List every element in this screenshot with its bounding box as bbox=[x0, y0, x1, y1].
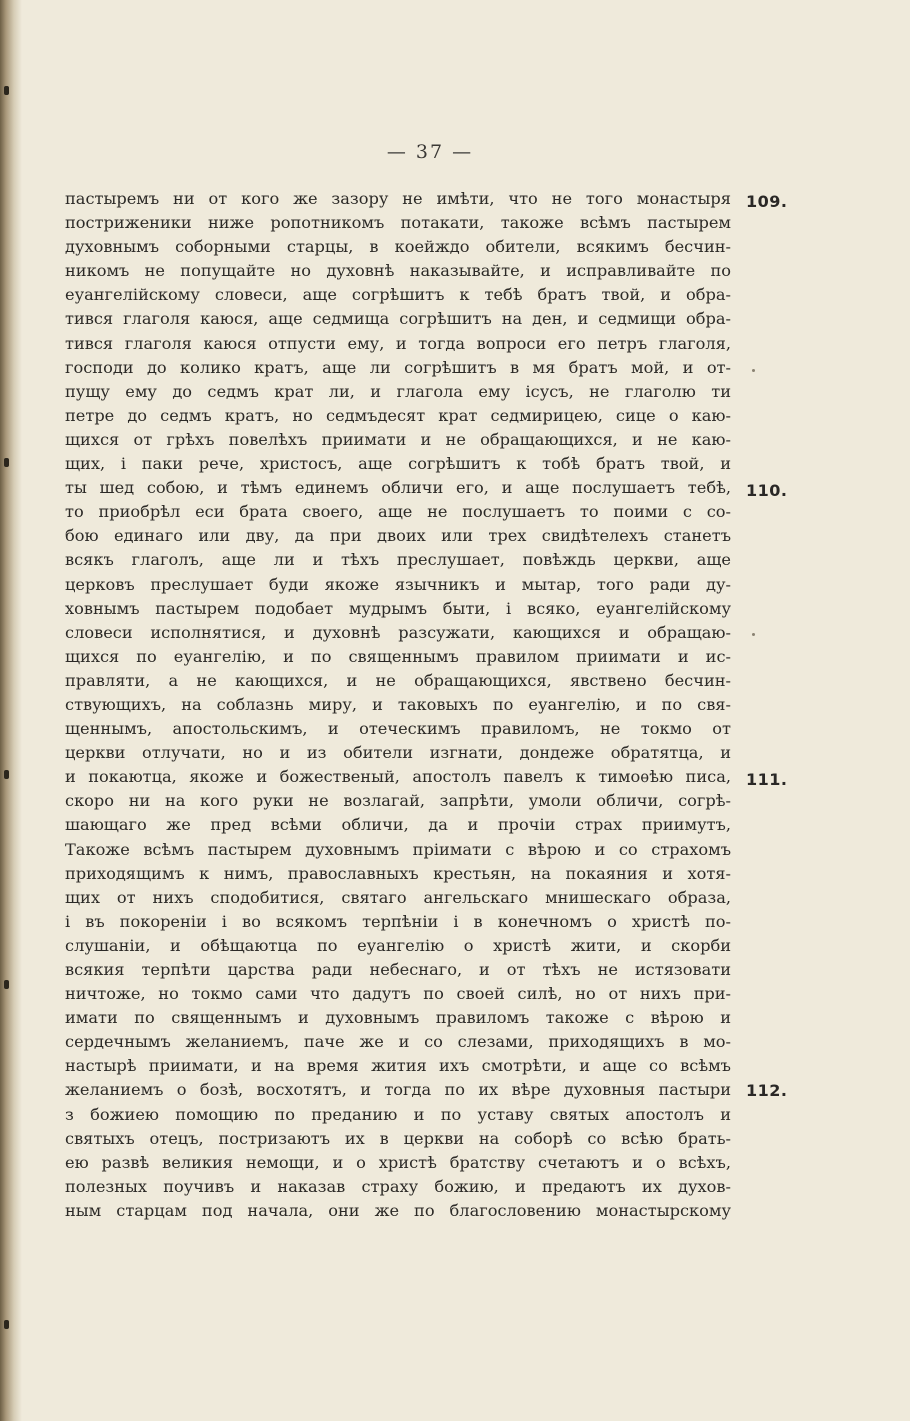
text-line: настырѣ приимати, и на время жития ихъ смотрѣти, и аще со всѣмъ bbox=[65, 1056, 731, 1076]
text-line: еуангелiйскому словеси, аще согрѣшитъ к тебѣ братъ твой, и обра- bbox=[65, 285, 731, 305]
text-line: скоро ни на кого руки не возлагай, запрѣти, умоли обличи, согрѣ- bbox=[65, 791, 731, 811]
paragraph-number-109: 109. bbox=[746, 192, 788, 211]
text-line: слушанiи, и обѣщаютца по еуангелiю о христѣ жити, и скорби bbox=[65, 935, 731, 955]
text-line: ничтоже, но токмо сами что дадутъ по своей силѣ, но от нихъ при- bbox=[65, 984, 731, 1004]
binding-hole-mark bbox=[4, 458, 9, 467]
margin-speck bbox=[752, 369, 755, 372]
text-line: сердечнымъ желаниемъ, паче же и со слезами, приходящихъ в мо- bbox=[65, 1032, 731, 1052]
text-line: з божиею помощию по преданию и по уставу святых апостолъ и bbox=[65, 1104, 731, 1124]
text-line: пущу ему до седмъ крат ли, и глагола ему iсусъ, не глаголю ти bbox=[65, 381, 731, 401]
binding-hole-mark bbox=[4, 770, 9, 779]
text-line: никомъ не попущайте но духовнѣ наказывайте, и исправливайте по bbox=[65, 261, 731, 281]
text-line: словеси исполнятися, и духовнѣ разсужати, кающихся и обращаю- bbox=[65, 622, 731, 642]
margin-speck bbox=[752, 633, 755, 636]
text-line: духовнымъ соборными старцы, в коейждо обители, всякимъ бесчин- bbox=[65, 237, 731, 257]
text-line: щихся от грѣхъ повелѣхъ приимати и не обращающихся, и не каю- bbox=[65, 429, 731, 449]
text-line: имати по священнымъ и духовнымъ правиломъ такоже с вѣрою и bbox=[65, 1008, 731, 1028]
binding-hole-mark bbox=[4, 1320, 9, 1329]
text-line: бою единаго или дву, да при двоих или трех свидѣтелехъ станетъ bbox=[65, 526, 731, 546]
text-line: церкви отлучати, но и из обители изгнати, дондеже обратятца, и bbox=[65, 743, 731, 763]
text-line: всякъ глаголъ, аще ли и тѣхъ преслушает, повѣждь церкви, аще bbox=[65, 550, 731, 570]
text-line: шающаго же пред всѣми обличи, да и прочiи страх приимутъ, bbox=[65, 815, 731, 835]
text-line: ею развѣ великия немощи, и о христѣ братству счетаютъ и о всѣхъ, bbox=[65, 1152, 731, 1172]
text-line: и покаютца, якоже и божественый, апостолъ павелъ к тимоѳѣю писа, bbox=[65, 767, 731, 787]
body-text bbox=[65, 187, 731, 1223]
text-line: святыхъ отецъ, постризаютъ их в церкви на соборѣ со всѣю брать- bbox=[65, 1128, 731, 1148]
text-line: Такоже всѣмъ пастырем духовнымъ прiимати с вѣрою и со страхомъ bbox=[65, 839, 731, 859]
book-spine-edge bbox=[0, 0, 22, 1421]
text-line: желаниемъ о бозѣ, восхотятъ, и тогда по их вѣре духовныя пастыри bbox=[65, 1080, 731, 1100]
text-line: щих, i паки рече, христосъ, аще согрѣшитъ к тобѣ братъ твой, и bbox=[65, 454, 731, 474]
text-line: ты шед собою, и тѣмъ единемъ обличи его, и аще послушаетъ тебѣ, bbox=[65, 478, 731, 498]
page-number: — 37 — bbox=[386, 141, 474, 163]
text-line: то приобрѣл еси брата своего, аще не послушаетъ то поими с со- bbox=[65, 502, 731, 522]
text-line: пастыремъ ни от кого же зазору не имѣти, что не того монастыря bbox=[65, 189, 731, 208]
text-line: тився глаголя каюся отпусти ему, и тогда вопроси его петръ глаголя, bbox=[65, 333, 731, 353]
text-line: щеннымъ, апостольскимъ, и отеческимъ правиломъ, не токмо от bbox=[65, 719, 731, 739]
text-line: щихся по еуангелiю, и по священнымъ правилом приимати и ис- bbox=[65, 646, 731, 666]
text-line: петре до седмъ кратъ, но седмъдесят крат седмирицею, сице о каю- bbox=[65, 405, 731, 425]
text-line: постриженики ниже ропотникомъ потакати, такоже всѣмъ пастырем bbox=[65, 213, 731, 233]
paragraph-number-110: 110. bbox=[746, 481, 788, 500]
text-line: приходящимъ к нимъ, православныхъ крестьян, на покаяния и хотя- bbox=[65, 863, 731, 883]
paragraph-number-112: 112. bbox=[746, 1081, 788, 1100]
binding-hole-mark bbox=[4, 980, 9, 989]
text-line: всякия терпѣти царства ради небеснаго, и от тѣхъ не истязовати bbox=[65, 960, 731, 979]
text-line: щих от нихъ сподобитися, святаго ангельскаго мнишескаго образа, bbox=[65, 887, 731, 907]
text-line: ствующихъ, на соблазнь миру, и таковыхъ по еуангелiю, и по свя- bbox=[65, 694, 731, 714]
binding-hole-mark bbox=[4, 86, 9, 95]
text-line: тився глаголя каюся, аще седмища согрѣшитъ на ден, и седмищи обра- bbox=[65, 309, 731, 329]
text-line: i въ покоренiи i во всякомъ терпѣнiи i в конечномъ о христѣ по- bbox=[65, 911, 731, 931]
text-line: ховнымъ пастырем подобает мудрымъ быти, i всяко, еуангелiйскому bbox=[65, 598, 731, 618]
text-line: полезных поучивъ и наказав страху божию, и предаютъ их духов- bbox=[65, 1176, 731, 1196]
text-line: церковъ преслушает буди якоже язычникъ и мытар, того ради ду- bbox=[65, 574, 731, 594]
text-line: ным старцам под начала, они же по благословению монастырскому bbox=[65, 1200, 731, 1220]
text-line: правляти, а не кающихся, и не обращающихся, явствено бесчин- bbox=[65, 670, 731, 690]
text-line: господи до колико кратъ, аще ли согрѣшитъ в мя братъ мой, и от- bbox=[65, 357, 731, 377]
paragraph-number-111: 111. bbox=[746, 770, 788, 789]
